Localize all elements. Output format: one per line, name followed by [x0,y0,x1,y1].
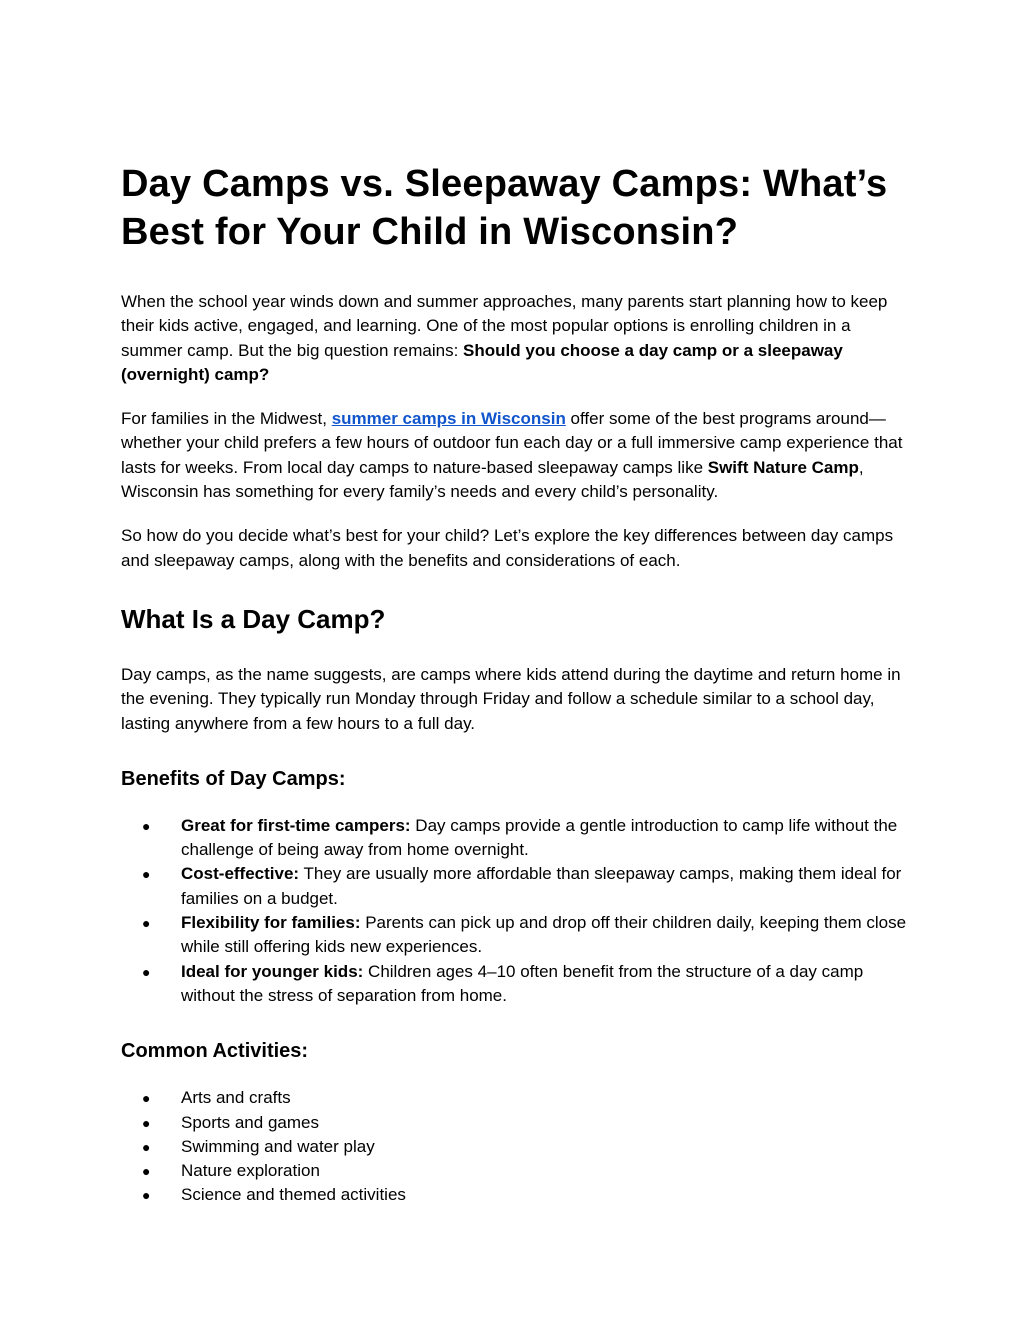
list-item [121,1183,911,1207]
activity-text: Arts and crafts [181,1088,291,1108]
activity-text: Sports and games [181,1112,319,1132]
list-item [121,960,911,1009]
benefit-label: Flexibility for families: [181,913,361,933]
list-item [121,814,911,863]
swift-nature-camp-bold: Swift Nature Camp [707,457,859,477]
list-item [121,1111,911,1135]
day-camp-description: Day camps, as the name suggests, are camps where kids attend during the daytime and return home in the evening. They typically run Monday through Friday and follow a schedule similar to a school day, lasting anywhere from a few hours to a full day. [121,664,901,733]
benefit-text: Children ages 4–10 often benefit from the structure of a day camp without the stress of separation from home. [181,961,864,1005]
article-title: Day Camps vs. Sleepaway Camps: What’s Best for Your Child in Wisconsin? [121,163,888,253]
benefit-label: Ideal for younger kids: [181,961,364,981]
intro-paragraph [121,290,911,387]
activity-text: Nature exploration [181,1161,320,1181]
bullet-icon: ● [142,915,151,932]
list-item [121,1086,911,1110]
bullet-icon: ● [142,1138,151,1155]
benefits-list [121,814,911,1008]
list-item [121,1159,911,1183]
list-item [121,862,911,911]
intro-bold-question: Should you choose a day camp or a sleepaway (overnight) camp? [121,340,843,384]
bullet-icon: ● [142,1163,151,1180]
article-body [121,160,911,1208]
list-item [121,911,911,960]
bullet-icon: ● [142,866,151,883]
bullet-icon: ● [142,1090,151,1107]
benefit-text: Parents can pick up and drop off their children daily, keeping them close while still offering kids new experiences. [181,913,907,957]
bullet-icon: ● [142,1114,151,1131]
bullet-icon: ● [142,1187,151,1204]
list-item [121,1135,911,1159]
intro-text: When the school year winds down and summer approaches, many parents start planning how to keep their kids active, engaged, and learning. One of the most popular options is enrolling children in a summer camp. But the big question remains: [121,292,888,360]
midwest-text-3: , Wisconsin has something for every family’s needs and every child’s personality. [121,457,864,502]
day-camp-heading: What Is a Day Camp? [121,603,386,634]
activities-heading: Common Activities: [121,1040,309,1063]
bullet-icon: ● [142,817,151,834]
benefit-text: They are usually more affordable than sleepaway camps, making them ideal for families on a budget. [181,864,902,908]
benefit-text: Day camps provide a gentle introduction to camp life without the challenge of being away from home overnight. [181,815,898,860]
summer-camps-wisconsin-link[interactable]: summer camps in Wisconsin [331,409,566,429]
benefit-label: Great for first-time campers: [181,815,411,835]
activity-text: Science and themed activities [181,1185,406,1205]
midwest-paragraph [121,407,911,504]
benefits-heading: Benefits of Day Camps: [121,767,346,790]
activity-text: Swimming and water play [181,1136,375,1156]
activities-list [121,1086,911,1207]
benefit-label: Cost-effective: [181,864,300,884]
midwest-text-1: For families in the Midwest, [121,409,332,429]
midwest-text-2: offer some of the best programs around—whether your child prefers a few hours of outdoor fun each day or a full immersive camp experience that lasts for weeks. From local day camps to nature-based sleepaway camps like [121,409,903,477]
bullet-icon: ● [142,963,151,980]
explore-paragraph: So how do you decide what’s best for your child? Let’s explore the key differences between day camps and sleepaway camps, along with the benefits and considerations of each. [121,526,894,570]
